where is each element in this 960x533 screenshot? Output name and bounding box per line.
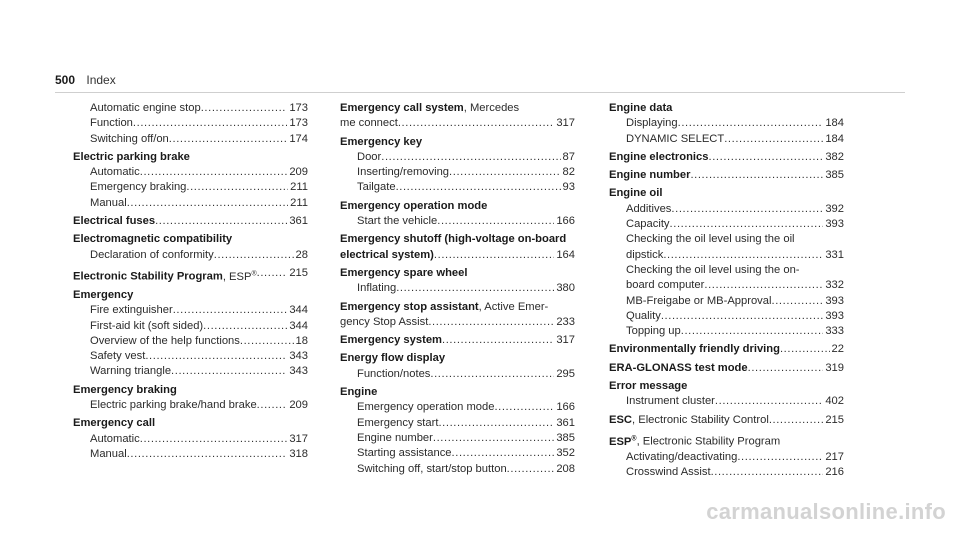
entry-continuation: me connect <box>340 117 398 130</box>
index-subentry <box>609 294 844 309</box>
entry-text <box>357 462 507 477</box>
index-subentry <box>340 431 575 446</box>
index-heading: Electronic Stability Program <box>73 270 223 283</box>
subentry-text: Switching off/on <box>90 132 169 145</box>
dot-leader <box>127 447 288 462</box>
entry-continuation: dipstick <box>626 248 664 261</box>
index-entry <box>73 416 308 431</box>
dot-leader <box>186 180 288 195</box>
heading-suffix: , ESP® <box>222 269 257 283</box>
page-ref: 184 <box>825 132 844 145</box>
page-ref: 385 <box>825 169 844 182</box>
page-ref: 343 <box>289 365 308 378</box>
index-subentry <box>73 248 308 263</box>
index-heading: Electrical fuses <box>73 215 156 228</box>
subentry-text: Manual <box>90 447 127 460</box>
entry-text <box>90 180 186 195</box>
page-ref: 208 <box>556 462 575 475</box>
index-subentry <box>340 462 575 477</box>
entry-text <box>90 116 133 131</box>
entry-text <box>609 150 708 165</box>
subentry-text: Automatic <box>90 432 140 445</box>
subentry-text: DYNAMIC SELECT <box>626 132 725 145</box>
index-heading: Engine number <box>609 169 691 182</box>
index-subentry <box>609 324 844 339</box>
index-subentry <box>609 217 844 232</box>
dot-leader <box>681 324 824 339</box>
page-ref: 28 <box>295 248 308 261</box>
entry-text <box>340 116 398 131</box>
entry-text <box>357 416 438 431</box>
subentry-text: Automatic engine stop <box>90 102 201 114</box>
dot-leader <box>381 150 560 165</box>
dot-leader <box>671 202 823 217</box>
page-ref: 166 <box>556 401 575 414</box>
dot-leader <box>690 168 823 183</box>
entry-text <box>90 334 240 349</box>
subentry-text: Emergency operation mode <box>357 401 495 414</box>
subentry-text: MB-Freigabe or MB-Approval <box>626 294 772 307</box>
entry-continuation: gency Stop Assist <box>340 315 429 328</box>
index-subentry <box>340 180 575 195</box>
subentry-text: Topping up <box>626 325 681 338</box>
subentry-text: Emergency braking <box>90 181 187 194</box>
page-ref: 318 <box>289 447 308 460</box>
entry-text <box>626 450 737 465</box>
heading-suffix: , Electronic Stability Control <box>632 413 769 426</box>
heading-suffix: , Active Emer- <box>478 300 549 313</box>
dot-leader <box>433 431 554 446</box>
page-ref: 361 <box>556 416 575 429</box>
index-subentry <box>609 116 844 131</box>
subentry-text: Manual <box>90 196 127 209</box>
page-ref: 331 <box>825 248 844 261</box>
index-heading: Emergency shutoff (high-voltage on-board <box>340 233 567 246</box>
index-subentry-cont <box>609 278 844 293</box>
dot-leader <box>438 416 554 431</box>
index-entry <box>73 266 308 285</box>
index-entry <box>340 351 575 366</box>
subentry-text: Start the vehicle <box>357 215 438 228</box>
dot-leader <box>494 400 554 415</box>
index-entry <box>609 413 844 428</box>
index-heading: Emergency braking <box>73 383 177 396</box>
entry-text <box>626 465 711 480</box>
subentry-text: Function <box>90 117 133 130</box>
entry-text <box>90 196 127 211</box>
dot-leader <box>240 334 294 349</box>
page-ref: 93 <box>562 181 575 194</box>
page-ref: 361 <box>289 215 308 228</box>
index-subentry <box>609 232 844 247</box>
index-entry <box>609 101 844 116</box>
subentry-text: Quality <box>626 309 661 322</box>
page-ref: 352 <box>556 447 575 460</box>
entry-text <box>357 281 396 296</box>
index-entry <box>340 300 575 315</box>
entry-text <box>357 214 437 229</box>
entry-text <box>90 319 203 334</box>
dot-leader <box>203 319 287 334</box>
dot-leader <box>724 132 823 147</box>
index-subentry <box>340 416 575 431</box>
index-column-2 <box>340 101 575 477</box>
index-entry <box>340 333 575 348</box>
subentry-text: Engine number <box>357 431 433 444</box>
subentry-text: Tailgate <box>357 181 396 194</box>
dot-leader <box>708 150 823 165</box>
subentry-text: Checking the oil level using the on- <box>626 263 800 276</box>
index-entry-cont <box>340 315 575 330</box>
index-heading: Engine data <box>609 102 673 114</box>
dot-leader <box>704 278 823 293</box>
dot-leader <box>155 214 287 229</box>
index-heading: Engine oil <box>609 187 663 200</box>
entry-text <box>626 202 671 217</box>
subentry-text: First-aid kit (soft sided) <box>90 319 204 332</box>
page-ref: 211 <box>290 181 308 194</box>
subentry-text: Declaration of conformity <box>90 248 214 261</box>
page-ref: 393 <box>825 294 844 307</box>
index-heading: ERA-GLONASS test mode <box>609 361 748 374</box>
index-subentry <box>73 101 308 116</box>
dot-leader <box>396 281 554 296</box>
index-entry <box>340 232 575 247</box>
entry-text <box>609 413 769 428</box>
page-ref: 317 <box>556 117 575 130</box>
dot-leader <box>434 248 554 263</box>
page-ref: 295 <box>556 367 575 380</box>
page-ref: 184 <box>825 117 844 130</box>
page-ref: 18 <box>295 334 308 347</box>
index-heading: Emergency stop assistant <box>340 300 479 313</box>
subentry-text: Automatic <box>90 166 140 179</box>
index-entry <box>609 342 844 357</box>
dot-leader <box>772 294 824 309</box>
entry-text <box>73 266 257 285</box>
entry-text <box>626 217 670 232</box>
page-ref: 233 <box>556 315 575 328</box>
index-heading: Emergency key <box>340 135 423 148</box>
page-ref: 382 <box>825 150 844 163</box>
index-subentry <box>609 202 844 217</box>
entry-text <box>90 101 201 116</box>
subentry-text: Inflating <box>357 282 397 295</box>
page-ref: 385 <box>556 431 575 444</box>
index-heading: Emergency system <box>340 334 442 347</box>
entry-text <box>357 431 433 446</box>
page-ref: 392 <box>825 202 844 215</box>
index-entry <box>609 150 844 165</box>
dot-leader <box>769 413 824 428</box>
entry-continuation: electrical system) <box>340 248 434 261</box>
subentry-text: Emergency start <box>357 416 439 429</box>
dot-leader <box>430 367 554 382</box>
entry-text <box>340 248 434 263</box>
page-ref: 215 <box>825 413 844 426</box>
subentry-text: Electric parking brake/hand brake <box>90 399 257 412</box>
dot-leader <box>169 132 288 147</box>
index-heading: Electromagnetic compatibility <box>73 233 233 246</box>
entry-text <box>357 180 396 195</box>
index-heading: Electric parking brake <box>73 150 190 163</box>
index-entry <box>73 150 308 165</box>
index-entry <box>73 232 308 247</box>
index-subentry <box>609 263 844 278</box>
dot-leader <box>507 462 555 477</box>
dot-leader <box>428 315 554 330</box>
dot-leader <box>257 398 288 413</box>
entry-text <box>340 315 428 330</box>
subentry-text: Warning triangle <box>90 365 172 378</box>
dot-leader <box>711 465 824 480</box>
subentry-text: Activating/deactivating <box>626 450 738 463</box>
page-ref: 216 <box>825 466 844 479</box>
index-subentry <box>609 465 844 480</box>
header-divider <box>55 92 905 93</box>
dot-leader <box>678 116 824 131</box>
entry-text <box>357 150 381 165</box>
index-entry <box>340 199 575 214</box>
index-heading: Engine <box>340 386 378 399</box>
index-subentry <box>340 150 575 165</box>
index-subentry <box>340 281 575 296</box>
subentry-text: Door <box>357 150 382 163</box>
index-heading: ESC <box>609 413 633 426</box>
subentry-text: Crosswind Assist <box>626 466 711 479</box>
entry-text <box>626 294 772 309</box>
index-entry <box>340 385 575 400</box>
dot-leader <box>661 309 824 324</box>
page-ref: 344 <box>289 304 308 317</box>
index-subentry <box>340 400 575 415</box>
index-entry <box>609 168 844 183</box>
index-entry <box>340 135 575 150</box>
page-ref: 209 <box>289 166 308 179</box>
subentry-text: Additives <box>626 202 672 215</box>
page-ref: 217 <box>825 450 844 463</box>
index-heading: Emergency operation mode <box>340 199 488 212</box>
entry-text <box>357 446 452 461</box>
entry-text <box>90 447 127 462</box>
index-subentry <box>340 214 575 229</box>
index-entry <box>73 383 308 398</box>
index-heading: Emergency call system <box>340 102 464 114</box>
subentry-text: Instrument cluster <box>626 395 715 408</box>
page-ref: 164 <box>556 248 575 261</box>
page-ref: 380 <box>556 282 575 295</box>
subentry-text: Overview of the help functions <box>90 334 240 347</box>
index-subentry <box>73 349 308 364</box>
index-subentry <box>73 447 308 462</box>
page-ref: 402 <box>825 395 844 408</box>
dot-leader <box>133 116 287 131</box>
index-subentry <box>609 394 844 409</box>
index-entry <box>609 431 844 450</box>
index-heading: Engine electronics <box>609 150 709 163</box>
entry-text <box>626 394 715 409</box>
index-subentry <box>340 367 575 382</box>
index-subentry <box>73 432 308 447</box>
subentry-text: Starting assistance <box>357 447 452 460</box>
page-ref: 211 <box>290 196 308 209</box>
entry-text <box>90 165 140 180</box>
page-header <box>55 73 116 87</box>
entry-text <box>90 398 257 413</box>
entry-text <box>340 333 442 348</box>
index-heading: Error message <box>609 380 688 393</box>
index-subentry <box>73 116 308 131</box>
entry-text <box>357 367 430 382</box>
index-subentry <box>73 165 308 180</box>
dot-leader <box>173 303 288 318</box>
page-ref: 166 <box>556 215 575 228</box>
dot-leader <box>452 446 555 461</box>
page-ref: 393 <box>825 309 844 322</box>
dot-leader <box>780 342 830 357</box>
page-ref: 22 <box>831 343 844 356</box>
watermark: carmanualsonline.info <box>706 499 946 524</box>
page-ref: 317 <box>556 334 575 347</box>
page-number: 500 <box>55 73 76 87</box>
dot-leader <box>396 180 561 195</box>
index-subentry <box>609 309 844 324</box>
dot-leader <box>145 349 287 364</box>
page-ref: 332 <box>825 279 844 292</box>
dot-leader <box>140 432 288 447</box>
index-heading: Emergency call <box>73 417 156 430</box>
dot-leader <box>737 450 823 465</box>
index-column-1 <box>73 101 308 462</box>
entry-text <box>90 432 140 447</box>
entry-text <box>626 248 663 263</box>
index-heading: Emergency spare wheel <box>340 266 468 279</box>
dot-leader <box>127 196 288 211</box>
dot-leader <box>437 214 554 229</box>
entry-text <box>357 400 494 415</box>
index-subentry <box>73 364 308 379</box>
entry-text <box>609 342 780 357</box>
index-subentry <box>340 165 575 180</box>
index-subentry <box>340 446 575 461</box>
index-subentry <box>73 319 308 334</box>
entry-text <box>73 214 155 229</box>
entry-text <box>626 309 661 324</box>
index-subentry <box>73 132 308 147</box>
index-entry <box>73 288 308 303</box>
index-subentry <box>609 450 844 465</box>
page-ref: 343 <box>289 350 308 363</box>
dot-leader <box>748 361 824 376</box>
dot-leader <box>442 333 554 348</box>
subentry-text: Inserting/removing <box>357 166 450 179</box>
page-ref: 173 <box>289 102 308 114</box>
index-column-3 <box>609 101 844 481</box>
index-subentry <box>73 398 308 413</box>
index-subentry-cont <box>609 248 844 263</box>
index-entry-cont <box>340 116 575 131</box>
index-entry <box>609 361 844 376</box>
subentry-text: Fire extinguisher <box>90 304 173 317</box>
subentry-text: Switching off, start/stop button <box>357 462 507 475</box>
entry-continuation: board computer <box>626 279 705 292</box>
index-heading: ESP® <box>609 434 637 448</box>
dot-leader <box>201 101 288 116</box>
page-ref: 82 <box>562 166 575 179</box>
heading-suffix: , Mercedes <box>463 102 520 114</box>
section-title: Index <box>86 73 116 87</box>
entry-text <box>90 349 145 364</box>
index-entry <box>609 186 844 201</box>
dot-leader <box>663 248 823 263</box>
dot-leader <box>140 165 288 180</box>
index-heading: Emergency <box>73 289 134 301</box>
entry-text <box>90 132 169 147</box>
index-heading: Environmentally friendly driving <box>609 343 780 356</box>
page-ref: 393 <box>825 218 844 231</box>
page-ref: 333 <box>825 325 844 338</box>
dot-leader <box>398 116 554 131</box>
index-subentry <box>73 196 308 211</box>
page-ref: 215 <box>289 266 308 279</box>
entry-text <box>609 168 690 183</box>
index-entry <box>73 214 308 229</box>
entry-text <box>626 278 704 293</box>
page-ref: 209 <box>289 399 308 412</box>
subentry-text: Displaying <box>626 117 678 130</box>
dot-leader <box>257 266 288 285</box>
entry-text <box>90 303 173 318</box>
index-subentry <box>73 180 308 195</box>
heading-suffix: , Electronic Stability Program <box>636 435 781 448</box>
dot-leader <box>449 165 561 180</box>
index-subentry <box>73 303 308 318</box>
entry-text <box>609 361 748 376</box>
page-ref: 317 <box>289 432 308 445</box>
index-subentry <box>609 132 844 147</box>
page-ref: 87 <box>562 150 575 163</box>
dot-leader <box>715 394 823 409</box>
entry-text <box>626 132 724 147</box>
page-ref: 319 <box>825 361 844 374</box>
entry-text <box>90 248 214 263</box>
index-entry <box>340 266 575 281</box>
subentry-text: Function/notes <box>357 367 431 380</box>
index-entry <box>340 101 575 116</box>
page-ref: 344 <box>289 319 308 332</box>
subentry-text: Checking the oil level using the oil <box>626 233 795 246</box>
entry-text <box>626 324 681 339</box>
page-ref: 173 <box>289 117 308 130</box>
entry-text <box>626 116 678 131</box>
index-entry <box>609 379 844 394</box>
entry-text <box>357 165 449 180</box>
dot-leader <box>670 217 824 232</box>
dot-leader <box>171 364 287 379</box>
dot-leader <box>214 248 294 263</box>
subentry-text: Safety vest <box>90 350 146 363</box>
index-subentry <box>73 334 308 349</box>
subentry-text: Capacity <box>626 218 670 231</box>
index-heading: Energy flow display <box>340 352 446 365</box>
index-entry-cont <box>340 248 575 263</box>
page-ref: 174 <box>289 132 308 145</box>
entry-text <box>90 364 171 379</box>
